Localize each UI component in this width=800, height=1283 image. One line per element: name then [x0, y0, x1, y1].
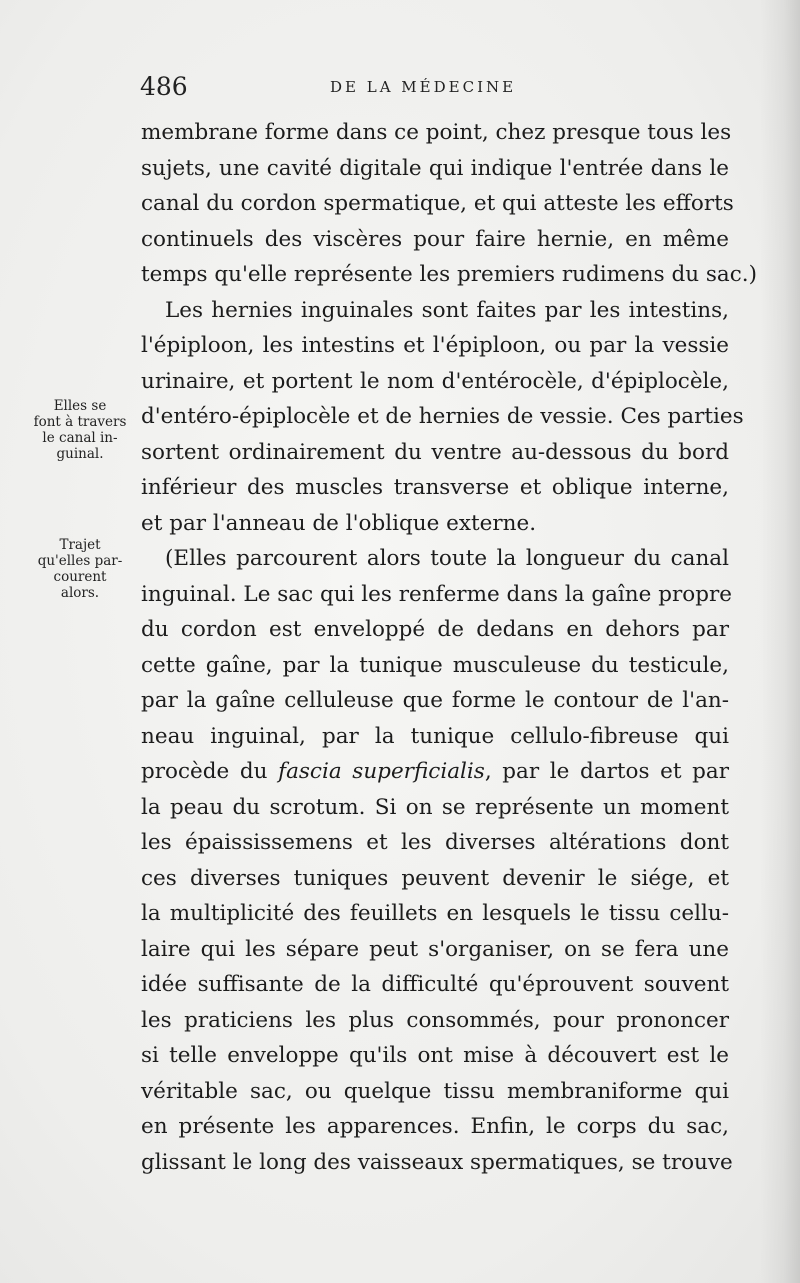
text-line: la multiplicité des feuillets en lesquels le tissu cellu- — [141, 901, 729, 926]
text-line: du cordon est enveloppé de dedans en dehors par — [141, 617, 729, 642]
text-line: neau inguinal, par la tunique cellulo-fibreuse qui — [141, 723, 729, 749]
text-line: inguinal. Le sac qui les renferme dans la gaîne propre — [141, 581, 732, 607]
text-line: sujets, une cavité digitale qui indique l'entrée dans le — [141, 155, 729, 181]
margin-note-line: font à travers — [33, 414, 127, 430]
margin-note-line: guinal. — [56, 446, 104, 462]
italic-term: fascia superficialis — [278, 759, 485, 784]
text-line: membrane forme dans ce point, chez presque tous les — [141, 120, 732, 145]
text-line: la peau du scrotum. Si on se représente un moment — [141, 794, 729, 820]
paragraph-start-line: (Elles parcourent alors toute la longueur du canal — [165, 546, 729, 571]
text-line: inférieur des muscles transverse et oblique interne, — [141, 475, 729, 500]
text-line: par la gaîne celluleuse que forme le contour de l'an- — [141, 688, 729, 713]
text-line: idée suffisante de la difficulté qu'éprouvent souvent — [141, 972, 729, 997]
text-line: temps qu'elle représente les premiers rudimens du sac.) — [141, 262, 758, 287]
margin-note-line: qu'elles par- — [37, 553, 123, 569]
margin-note-line: alors. — [60, 585, 100, 601]
page-edge-shadow — [760, 0, 800, 1283]
text-line: d'entéro-épiplocèle et de hernies de vessie. Ces parties — [141, 404, 744, 429]
running-head — [140, 72, 730, 108]
text-line-with-italic — [141, 754, 729, 790]
text-line: les épaississemens et les diverses altérations dont — [141, 830, 729, 855]
text-line: canal du cordon spermatique, et qui atteste les efforts — [141, 191, 734, 216]
margin-note-line: Elles se — [53, 398, 107, 414]
paragraph-start-line: Les hernies inguinales sont faites par les intestins, — [165, 297, 729, 323]
text-line: et par l'anneau de l'oblique externe. — [141, 510, 537, 536]
text-line: laire qui les sépare peut s'organiser, on se fera une — [141, 936, 729, 962]
text-line: l'épiploon, les intestins et l'épiploon, ou par la vessie — [141, 333, 729, 358]
text-line: continuels des viscères pour faire hernie, en même — [141, 226, 729, 252]
margin-note-line: courent — [53, 569, 107, 585]
body-text — [141, 115, 758, 1180]
text-line: en présente les apparences. Enfin, le corps du sac, — [141, 1114, 729, 1139]
page-number: 486 — [140, 72, 188, 101]
text-fragment: , par le dartos et par — [484, 759, 729, 784]
text-fragment: procède du — [141, 759, 268, 784]
running-title: DE LA MÉDECINE — [330, 78, 517, 96]
margin-note-line: Trajet — [59, 537, 101, 553]
text-line: cette gaîne, par la tunique musculeuse du testicule, — [141, 652, 729, 678]
text-line: ces diverses tuniques peuvent devenir le siége, et — [141, 865, 729, 891]
margin-note-1 — [30, 398, 130, 462]
margin-note-line: le canal in- — [42, 430, 118, 446]
text-line: sortent ordinairement du ventre au-dessous du bord — [141, 439, 729, 465]
text-line: urinaire, et portent le nom d'entérocèle, d'épiplocèle, — [141, 368, 729, 394]
text-line: si telle enveloppe qu'ils ont mise à découvert est le — [141, 1043, 729, 1068]
text-line: glissant le long des vaisseaux spermatiques, se trouve — [141, 1149, 733, 1175]
text-line: les praticiens les plus consommés, pour prononcer — [141, 1007, 729, 1033]
text-line: véritable sac, ou quelque tissu membraniforme qui — [141, 1078, 729, 1104]
margin-note-2 — [30, 537, 130, 601]
